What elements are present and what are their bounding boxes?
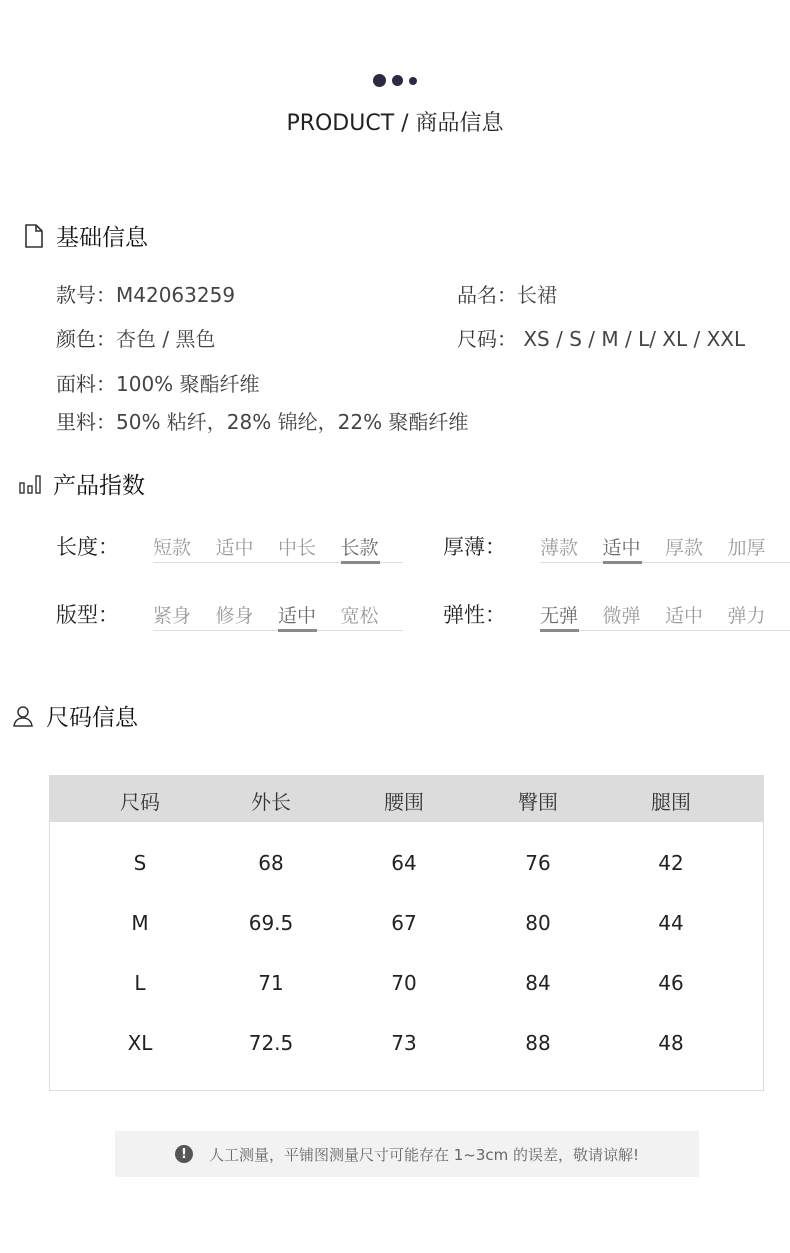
fit-option (278, 601, 341, 631)
product-index-heading (19, 467, 145, 500)
length-option (278, 533, 341, 563)
table-row (50, 971, 765, 1031)
decorative-dots (0, 70, 790, 84)
stretch-options (540, 601, 790, 631)
column-header: 臀围 (518, 790, 558, 814)
product-sizes (457, 323, 745, 352)
stretch-label: 弹性： (443, 603, 506, 627)
basic-info-title: 基础信息 (56, 225, 148, 251)
column-header: 腿围 (651, 790, 691, 814)
length-options (153, 533, 403, 563)
table-cell: 72.5 (248, 1031, 294, 1055)
stretch-option-label: 微弹 (602, 605, 641, 627)
table-row (50, 1031, 765, 1091)
fit-option-label: 修身 (215, 605, 254, 627)
table-cell: 88 (525, 1031, 551, 1055)
fabric-value: 100% 聚酯纤维 (116, 372, 260, 396)
thickness-option (603, 533, 666, 563)
stretch-option (728, 601, 790, 631)
table-row (50, 851, 765, 911)
basic-info-heading (24, 219, 148, 252)
stretch-option (603, 601, 666, 631)
stretch-option-label: 弹力 (727, 605, 766, 627)
thickness-option-label: 厚款 (665, 537, 704, 559)
bar-chart-icon (19, 474, 41, 494)
fit-label: 版型： (56, 603, 119, 627)
dot-medium (392, 75, 403, 86)
fit-option (341, 601, 404, 631)
thickness-options (540, 533, 790, 563)
person-icon (12, 705, 34, 727)
color-value: 杏色 / 黑色 (116, 327, 216, 351)
length-option-label: 短款 (153, 537, 192, 559)
product-lining (56, 406, 468, 435)
product-color (56, 323, 215, 352)
fit-option (153, 601, 216, 631)
note-text: 人工测量，平铺图测量尺寸可能存在 1~3cm 的误差，敬请谅解! (208, 1145, 640, 1164)
table-cell: 44 (658, 911, 684, 935)
thickness-option-label: 加厚 (727, 537, 766, 559)
stretch-option (665, 601, 728, 631)
table-cell: 71 (258, 971, 284, 995)
dot-large (373, 74, 386, 87)
page-title: PRODUCT / 商品信息 (286, 111, 504, 136)
thickness-option (540, 533, 603, 563)
table-cell: 46 (658, 971, 684, 995)
length-option (341, 533, 404, 563)
length-option (153, 533, 216, 563)
product-name-label: 品名： (457, 283, 517, 307)
table-cell: S (133, 851, 147, 875)
table-cell: 68 (258, 851, 284, 875)
fabric-label: 面料： (56, 372, 116, 396)
table-cell: XL (127, 1031, 153, 1055)
fit-options (153, 601, 403, 631)
fit-option (216, 601, 279, 631)
size-info-title: 尺码信息 (46, 705, 138, 731)
size-table-header (50, 776, 763, 822)
thickness-option-label: 薄款 (540, 537, 579, 559)
column-header: 腰围 (384, 790, 424, 814)
length-option-label: 适中 (215, 537, 254, 559)
table-cell: 64 (391, 851, 417, 875)
document-icon (24, 224, 44, 248)
stretch-option (540, 601, 603, 631)
lining-value: 50% 粘纤，28% 锦纶，22% 聚酯纤维 (116, 410, 469, 434)
stretch-option-label: 无弹 (540, 605, 579, 627)
table-cell: 67 (391, 911, 417, 935)
column-header: 外长 (251, 790, 291, 814)
table-cell: 76 (525, 851, 551, 875)
exclamation-icon: ! (175, 1145, 193, 1163)
product-index-title: 产品指数 (53, 473, 145, 499)
table-cell: 48 (658, 1031, 684, 1055)
table-cell: 69.5 (248, 911, 294, 935)
size-table (49, 775, 764, 1091)
style-number-label: 款号： (56, 283, 116, 307)
lining-label: 里料： (56, 410, 116, 434)
sizes-value: XS / S / M / L/ XL / XXL (523, 327, 746, 351)
stretch-option-label: 适中 (665, 605, 704, 627)
thickness-option-label: 适中 (602, 537, 641, 559)
table-cell: 80 (525, 911, 551, 935)
product-name-value: 长裙 (517, 283, 557, 307)
thickness-option (665, 533, 728, 563)
table-cell: M (131, 911, 149, 935)
table-row (50, 911, 765, 971)
fit-option-label: 宽松 (340, 605, 379, 627)
table-cell: 70 (391, 971, 417, 995)
fit-option-label: 适中 (278, 605, 317, 627)
length-option-label: 长款 (340, 537, 379, 559)
length-label: 长度： (56, 535, 119, 559)
table-cell: 73 (391, 1031, 417, 1055)
length-option (216, 533, 279, 563)
dot-small (409, 77, 417, 85)
size-label: 尺码： (457, 327, 517, 351)
table-cell: 84 (525, 971, 551, 995)
style-number-value: M42063259 (116, 283, 236, 307)
product-name (457, 279, 557, 308)
column-header: 尺码 (120, 790, 160, 814)
thickness-option (728, 533, 790, 563)
size-info-heading (12, 699, 138, 732)
color-label: 颜色： (56, 327, 116, 351)
table-cell: 42 (658, 851, 684, 875)
measurement-note (115, 1131, 699, 1177)
length-option-label: 中长 (278, 537, 317, 559)
fit-option-label: 紧身 (153, 605, 192, 627)
product-fabric (56, 368, 260, 397)
thickness-label: 厚薄： (443, 535, 506, 559)
style-number (56, 279, 235, 308)
table-cell: L (134, 971, 146, 995)
